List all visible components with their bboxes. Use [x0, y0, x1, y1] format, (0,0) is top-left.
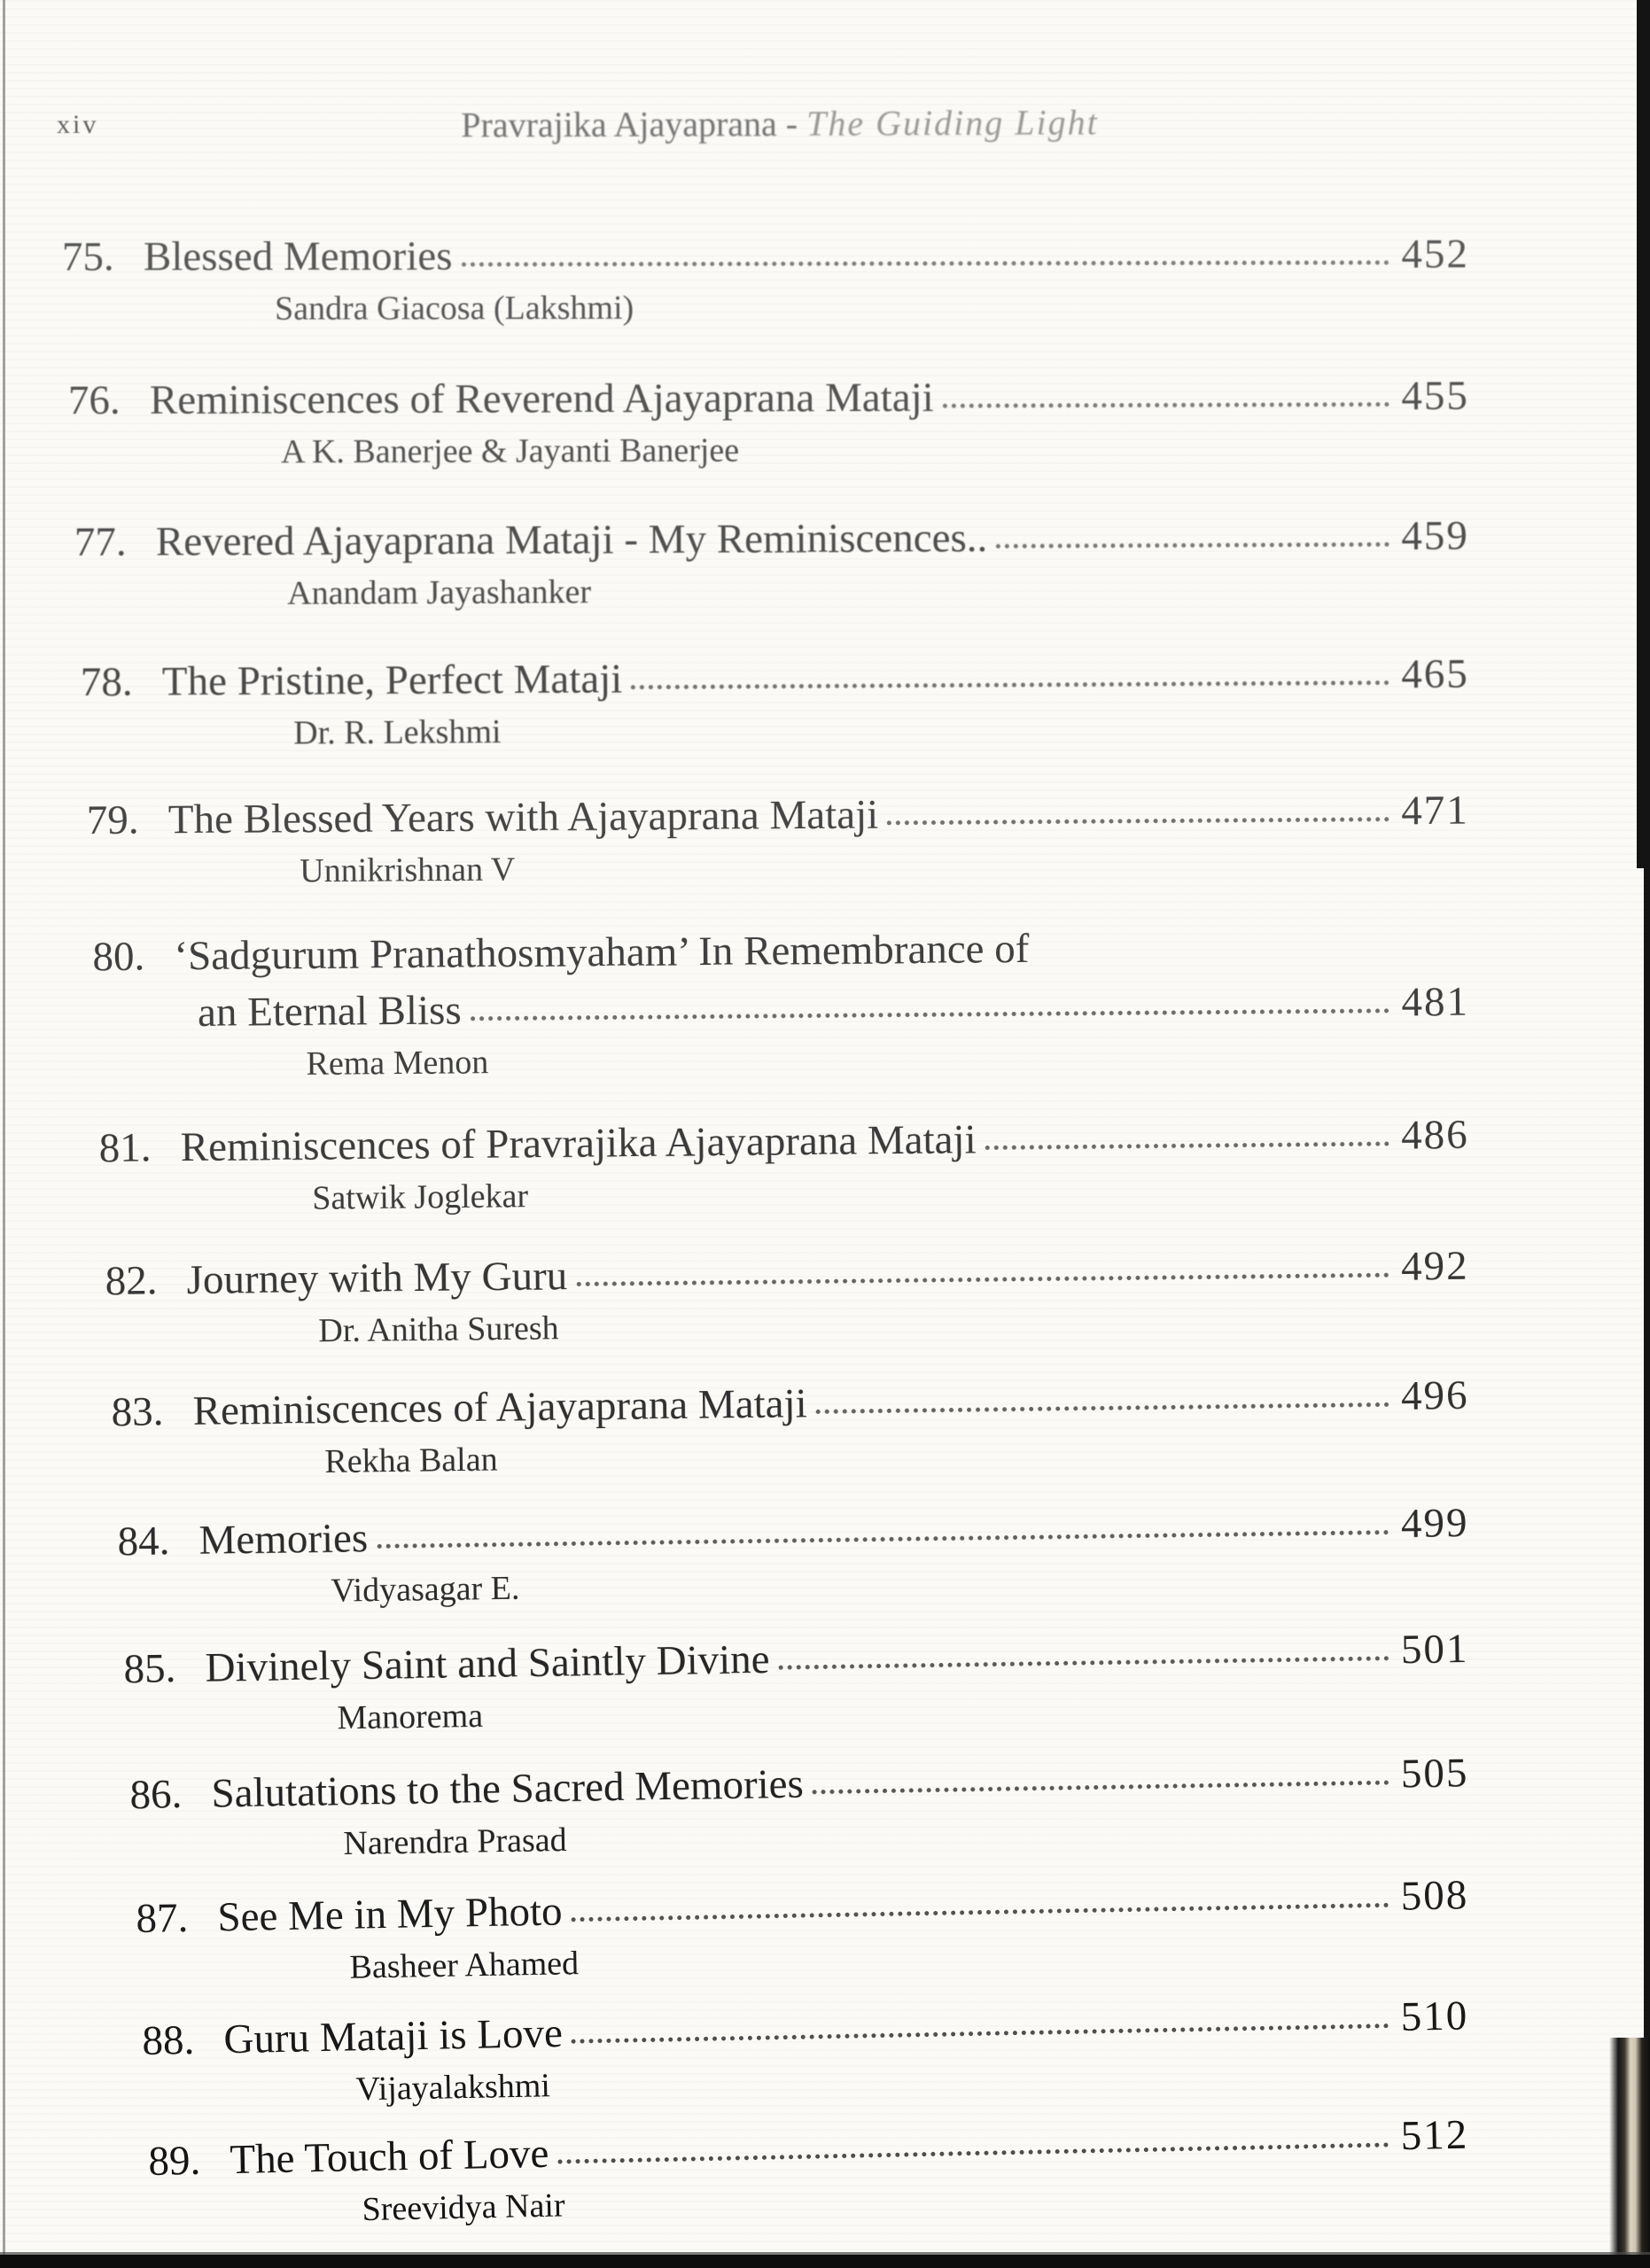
entry-author: Anandam Jayashanker	[287, 573, 592, 612]
entry-number: 77.	[74, 518, 127, 565]
entry-page-number: 471	[1401, 787, 1469, 835]
entry-title: The Touch of Love	[229, 2130, 549, 2184]
entry-title: Reminiscences of Reverend Ajayaprana Mataji	[149, 374, 934, 423]
scan-edge-right-top	[1637, 0, 1650, 868]
entry-title-line	[62, 226, 1469, 285]
toc-entry	[105, 1238, 1469, 1357]
entry-number: 82.	[105, 1257, 158, 1305]
entry-number: 81.	[98, 1124, 152, 1171]
entry-title: Memories	[198, 1515, 369, 1564]
entry-title-line	[74, 508, 1469, 571]
running-title-main: Pravrajika Ajayaprana	[461, 104, 777, 145]
entry-title-line	[68, 368, 1469, 429]
entry-number: 80.	[92, 933, 145, 981]
entry-author: Vijayalakshmi	[355, 2067, 551, 2109]
dot-leader	[572, 2023, 1389, 2044]
toc-entry	[148, 2107, 1470, 2238]
entry-author: Narendra Prasad	[343, 1821, 567, 1863]
entry-title: Reminiscences of Pravrajika Ajayaprana Mataji	[180, 1116, 977, 1171]
entry-author: Dr. Anitha Suresh	[318, 1309, 559, 1350]
entry-author: Satwik Joglekar	[312, 1177, 529, 1217]
entry-author: A K. Banerjee & Jayanti Banerjee	[281, 431, 740, 471]
toc-entry	[74, 508, 1470, 618]
entry-page-number: 481	[1401, 978, 1470, 1026]
page-header	[0, 103, 1650, 149]
entry-page-number: 486	[1400, 1111, 1469, 1159]
toc-entry	[123, 1620, 1470, 1745]
dot-leader	[631, 680, 1389, 689]
dot-leader	[377, 1530, 1389, 1549]
entry-number: 85.	[123, 1645, 176, 1693]
entry-page-number: 465	[1401, 650, 1469, 698]
dot-leader	[572, 1903, 1389, 1922]
entry-title: The Pristine, Perfect Mataji	[161, 656, 623, 705]
entry-number: 83.	[111, 1388, 164, 1436]
entry-title: ‘Sadgurum Pranathosmyaham’ In Remembrance of	[174, 925, 1030, 980]
entry-number: 88.	[141, 2016, 195, 2065]
toc-entry	[136, 1867, 1470, 1995]
entry-number: 75.	[61, 233, 114, 280]
entry-page-number: 505	[1400, 1750, 1469, 1798]
running-title	[310, 101, 1249, 147]
entry-author: Rema Menon	[306, 1044, 489, 1083]
entry-page-number: 501	[1400, 1625, 1469, 1674]
entry-number: 86.	[129, 1771, 183, 1818]
toc-entry	[111, 1367, 1469, 1488]
toc-entry	[68, 368, 1469, 477]
toc-entry	[62, 226, 1469, 333]
entry-number: 76.	[67, 377, 121, 423]
entry-page-number: 512	[1400, 2111, 1469, 2160]
toc-list	[62, 229, 1469, 2252]
entry-author: Vidyasagar E.	[331, 1569, 520, 1610]
entry-page-number: 492	[1400, 1242, 1469, 1290]
entry-title: Salutations to the Sacred Memories	[211, 1760, 805, 1817]
entry-title: Revered Ajayaprana Mataji - My Reminiscences..	[155, 515, 988, 565]
scan-edge-bottom	[0, 2255, 1650, 2268]
scan-page-edge-streak	[1609, 2038, 1650, 2259]
entry-page-number: 452	[1401, 230, 1469, 277]
entry-number: 78.	[80, 658, 133, 705]
dot-leader	[576, 1273, 1389, 1286]
entry-author: Unnikrishnan V	[300, 850, 516, 890]
entry-page-number: 510	[1400, 1992, 1469, 2040]
scan-edge-left	[3, 0, 5, 2256]
dot-leader	[985, 1142, 1389, 1151]
folio-number: xiv	[56, 109, 99, 140]
entry-author: Manorema	[337, 1697, 484, 1737]
running-title-subtitle: The Guiding Light	[806, 102, 1099, 144]
toc-entry	[117, 1495, 1469, 1618]
entry-title: Divinely Saint and Saintly Divine	[205, 1635, 770, 1691]
entry-title: Blessed Memories	[143, 233, 453, 280]
dot-leader	[816, 1402, 1389, 1414]
dot-leader	[943, 402, 1389, 408]
dot-leader	[779, 1656, 1389, 1669]
toc-entry	[129, 1744, 1470, 1871]
entry-page-number: 496	[1400, 1371, 1469, 1419]
entry-title-line	[81, 646, 1469, 711]
entry-title: See Me in My Photo	[217, 1888, 563, 1941]
toc-entry	[81, 646, 1470, 758]
entry-page-number: 459	[1401, 512, 1469, 559]
entry-author: Rekha Balan	[324, 1441, 498, 1480]
entry-title-continued: an Eternal Bliss	[197, 987, 462, 1036]
entry-page-number: 455	[1401, 372, 1469, 419]
dot-leader	[996, 542, 1389, 548]
entry-title: Guru Mataji is Love	[222, 2009, 564, 2063]
dot-leader	[813, 1781, 1389, 1795]
toc-entry	[87, 782, 1470, 897]
running-title-separator: -	[785, 103, 798, 144]
entry-page-number: 499	[1400, 1499, 1469, 1547]
dot-leader	[471, 1008, 1389, 1021]
toc-entry	[98, 1107, 1469, 1224]
entry-title-line	[87, 782, 1469, 849]
entry-author: Basheer Ahamed	[349, 1945, 580, 1986]
dot-leader	[557, 2142, 1388, 2163]
entry-author: Sandra Giacosa (Lakshmi)	[275, 289, 634, 328]
entry-number: 89.	[147, 2137, 201, 2186]
entry-title: Reminiscences of Ajayaprana Mataji	[192, 1380, 807, 1434]
entry-author: Sreevidya Nair	[362, 2186, 565, 2229]
entry-author: Dr. R. Lekshmi	[293, 713, 502, 752]
entry-title: The Blessed Years with Ajayaprana Mataji	[167, 791, 879, 843]
dot-leader	[887, 817, 1389, 825]
entry-number: 84.	[117, 1518, 170, 1565]
toc-entry	[142, 1987, 1470, 2117]
entry-number: 87.	[136, 1894, 189, 1942]
entry-number: 79.	[86, 796, 139, 843]
toc-entry	[92, 917, 1470, 1090]
dot-leader	[461, 260, 1389, 267]
entry-title: Journey with My Guru	[186, 1253, 568, 1303]
entry-page-number: 508	[1400, 1872, 1469, 1920]
